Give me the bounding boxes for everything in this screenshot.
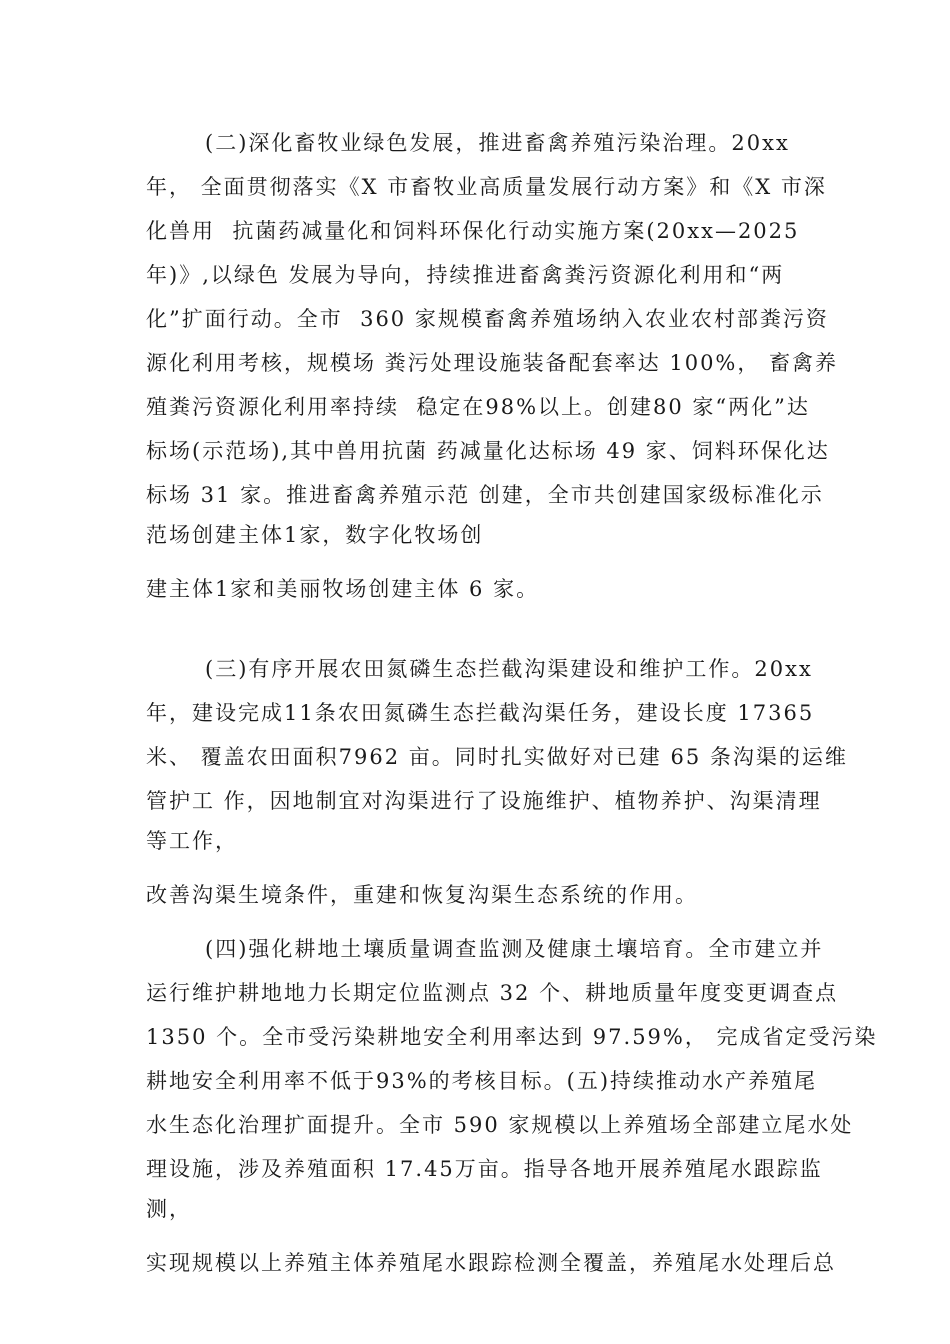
paragraph-line: 1350 个。全市受污染耕地安全利用率达到 97.59%， 完成省定受污染	[146, 1025, 878, 1049]
paragraph-line: 年)》,以绿色 发展为导向，持续推进畜禽粪污资源化利用和“两	[146, 263, 785, 287]
paragraph-line: 化”扩面行动。全市 360 家规模畜禽养殖场纳入农业农村部粪污资	[146, 307, 829, 331]
paragraph-line: 运行维护耕地地力长期定位监测点 32 个、耕地质量年度变更调查点	[146, 981, 839, 1005]
paragraph-line: 年， 全面贯彻落实《X 市畜牧业高质量发展行动方案》和《X 市深	[146, 175, 827, 199]
paragraph-line: 水生态化治理扩面提升。全市 590 家规模以上养殖场全部建立尾水处	[146, 1113, 854, 1137]
paragraph-line: 实现规模以上养殖主体养殖尾水跟踪检测全覆盖，养殖尾水处理后总	[146, 1251, 836, 1275]
paragraph-line: (三)有序开展农田氮磷生态拦截沟渠建设和维护工作。20xx	[205, 657, 813, 681]
paragraph-line: 管护工 作，因地制宜对沟渠进行了设施维护、植物养护、沟渠清理	[146, 789, 822, 813]
paragraph-line: 建主体1家和美丽牧场创建主体 6 家。	[146, 577, 540, 601]
paragraph-line: 测，	[146, 1197, 192, 1221]
paragraph-line: 殖粪污资源化利用率持续 稳定在98%以上。创建80 家“两化”达	[146, 395, 810, 419]
paragraph-line: (四)强化耕地土壤质量调查监测及健康土壤培育。全市建立并	[205, 937, 824, 961]
paragraph-line: 标场(示范场),其中兽用抗菌 药减量化达标场 49 家、饲料环保化达	[146, 439, 830, 463]
paragraph-line: 耕地安全利用率不低于93%的考核目标。(五)持续推动水产养殖尾	[146, 1069, 818, 1093]
paragraph-line: 理设施，涉及养殖面积 17.45万亩。指导各地开展养殖尾水跟踪监	[146, 1157, 823, 1181]
paragraph-line: (二)深化畜牧业绿色发展，推进畜禽养殖污染治理。20xx	[205, 131, 790, 155]
paragraph-line: 等工作，	[146, 829, 238, 853]
paragraph-line: 化兽用 抗菌药减量化和饲料环保化行动实施方案(20xx—2025	[146, 219, 800, 243]
paragraph-line: 米、 覆盖农田面积7962 亩。同时扎实做好对已建 65 条沟渠的运维	[146, 745, 848, 769]
paragraph-line: 标场 31 家。推进畜禽养殖示范 创建，全市共创建国家级标准化示	[146, 483, 824, 507]
paragraph-line: 年，建设完成11条农田氮磷生态拦截沟渠任务，建设长度 17365	[146, 701, 815, 725]
paragraph-line: 范场创建主体1家，数字化牧场创	[146, 523, 484, 547]
paragraph-line: 改善沟渠生境条件，重建和恢复沟渠生态系统的作用。	[146, 883, 698, 907]
paragraph-line: 源化利用考核，规模场 粪污处理设施装备配套率达 100%， 畜禽养	[146, 351, 839, 375]
